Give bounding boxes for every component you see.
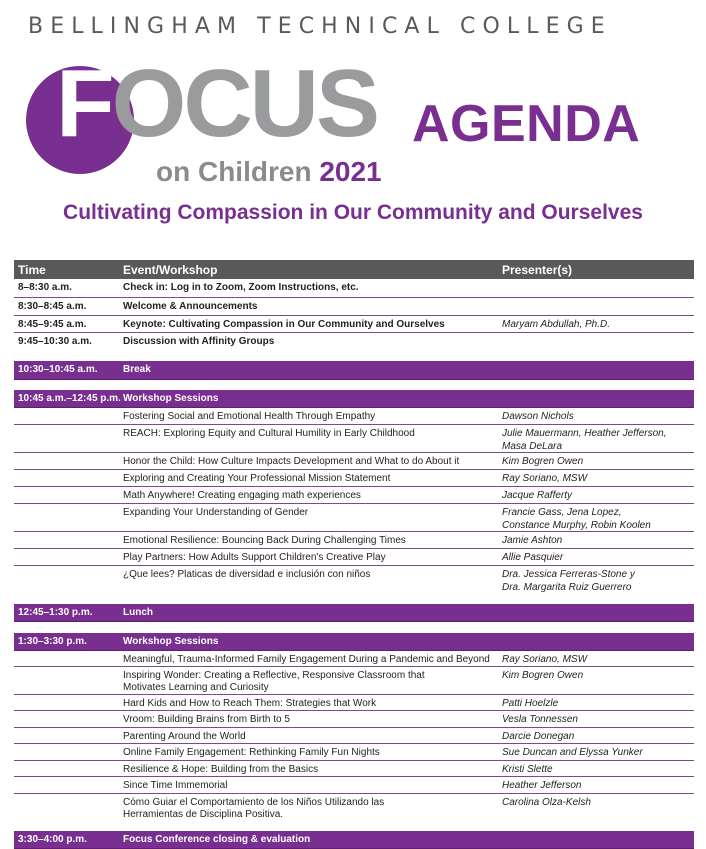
row-presenter: Dra. Jessica Ferreras-Stone y <box>502 569 635 580</box>
logo-subtitle <box>156 158 382 186</box>
row-event: Lunch <box>123 607 153 618</box>
closing-row <box>14 831 694 849</box>
row-event: Vroom: Building Brains from Birth to 5 <box>123 714 290 725</box>
row-presenter: Patti Hoelzle <box>502 698 559 709</box>
table-row <box>14 794 694 822</box>
logo-on-children: on Children <box>156 156 312 187</box>
table-row <box>14 453 694 470</box>
col-time: Time <box>18 263 46 277</box>
row-time: 8:45–9:45 a.m. <box>18 319 87 330</box>
agenda-title: AGENDA <box>412 95 641 153</box>
row-presenter-line2: Dra. Margarita Ruiz Guerrero <box>502 582 632 593</box>
row-presenter: Vesla Tonnessen <box>502 714 578 725</box>
row-presenter: Ray Soriano, MSW <box>502 654 588 665</box>
table-row <box>14 711 694 728</box>
row-event: REACH: Exploring Equity and Cultural Humility in Early Childhood <box>123 428 415 439</box>
table-row <box>14 298 694 316</box>
table-row <box>14 316 694 333</box>
row-presenter: Maryam Abdullah, Ph.D. <box>502 319 611 330</box>
row-event: Workshop Sessions <box>123 636 219 647</box>
row-time: 9:45–10:30 a.m. <box>18 336 92 347</box>
row-presenter: Dawson Nichols <box>502 411 574 422</box>
row-presenter: Carolina Olza-Kelsh <box>502 797 591 808</box>
row-event: Fostering Social and Emotional Health Through Empathy <box>123 411 376 422</box>
row-event: Welcome & Announcements <box>123 301 258 312</box>
table-row <box>14 333 694 349</box>
row-presenter: Heather Jefferson <box>502 780 582 791</box>
row-event: Honor the Child: How Culture Impacts Development and What to do About it <box>123 456 460 467</box>
logo-f: F <box>56 50 112 157</box>
session-band <box>14 633 694 651</box>
row-time: 3:30–4:00 p.m. <box>18 834 87 845</box>
lunch-row <box>14 604 694 622</box>
row-event: Check in: Log in to Zoom, Zoom Instructions, etc. <box>123 282 359 293</box>
row-presenter: Jacque Rafferty <box>502 490 573 501</box>
row-presenter: Kristi Slette <box>502 764 553 775</box>
row-event: Meaningful, Trauma-Informed Family Engagement During a Pandemic and Beyond <box>123 654 490 665</box>
row-time: 10:45 a.m.–12:45 p.m. <box>18 393 121 404</box>
row-event-line2: Herramientas de Disciplina Positiva. <box>123 809 284 820</box>
row-event: Discussion with Affinity Groups <box>123 336 275 347</box>
table-row <box>14 651 694 667</box>
row-presenter: Darcie Donegan <box>502 731 575 742</box>
table-row <box>14 566 694 594</box>
row-presenter-line2: Constance Murphy, Robin Koolen <box>502 520 651 531</box>
focus-logo <box>56 50 377 157</box>
table-row <box>14 549 694 566</box>
table-header <box>14 260 694 279</box>
row-event: Exploring and Creating Your Professional Mission Statement <box>123 473 391 484</box>
table-row <box>14 744 694 761</box>
row-presenter: Julie Mauermann, Heather Jefferson, <box>502 428 667 439</box>
row-event: Resilience & Hope: Building from the Basics <box>123 764 319 775</box>
row-event: Parenting Around the World <box>123 731 246 742</box>
row-event: ¿Que lees? Platicas de diversidad e inclusión con niños <box>123 569 371 580</box>
page-subtitle: Cultivating Compassion in Our Community and Ourselves <box>63 201 643 224</box>
row-time: 10:30–10:45 a.m. <box>18 364 98 375</box>
college-name: BELLINGHAM TECHNICAL COLLEGE <box>28 14 612 39</box>
row-event: Workshop Sessions <box>123 393 219 404</box>
row-presenter: Sue Duncan and Elyssa Yunker <box>502 747 643 758</box>
row-time: 8:30–8:45 a.m. <box>18 301 87 312</box>
break-row <box>14 361 694 380</box>
session-band <box>14 390 694 408</box>
row-presenter: Allie Pasquier <box>502 552 564 563</box>
row-event: Since Time Immemorial <box>123 780 228 791</box>
row-event: Expanding Your Understanding of Gender <box>123 507 309 518</box>
table-row <box>14 761 694 777</box>
row-time: 1:30–3:30 p.m. <box>18 636 87 647</box>
row-time: 12:45–1:30 p.m. <box>18 607 93 618</box>
col-presenter: Presenter(s) <box>502 263 573 277</box>
row-time: 8–8:30 a.m. <box>18 282 72 293</box>
row-presenter: Ray Soriano, MSW <box>502 473 588 484</box>
agenda-table <box>14 260 694 849</box>
row-event: Play Partners: How Adults Support Children's Creative Play <box>123 552 386 563</box>
row-event-line2: Motivates Learning and Curiosity <box>123 682 269 693</box>
table-row <box>14 279 694 298</box>
row-presenter: Kim Bogren Owen <box>502 456 584 467</box>
row-presenter-line2: Masa DeLara <box>502 441 563 452</box>
row-event: Inspiring Wonder: Creating a Reflective, Responsive Classroom that <box>123 670 425 681</box>
table-row <box>14 408 694 425</box>
table-row <box>14 487 694 504</box>
row-presenter: Jamie Ashton <box>502 535 563 546</box>
row-presenter: Kim Bogren Owen <box>502 670 584 681</box>
table-row <box>14 777 694 794</box>
row-event: Focus Conference closing & evaluation <box>123 834 311 845</box>
logo-year: 2021 <box>319 156 382 187</box>
row-presenter: Francie Gass, Jena Lopez, <box>502 507 622 518</box>
row-event: Break <box>123 364 151 375</box>
row-event: Cómo Guiar el Comportamiento de los Niños Utilizando las <box>123 797 385 808</box>
row-event: Math Anywhere! Creating engaging math experiences <box>123 490 361 501</box>
table-row <box>14 504 694 532</box>
row-event: Emotional Resilience: Bouncing Back During Challenging Times <box>123 535 406 546</box>
row-event: Keynote: Cultivating Compassion in Our Community and Ourselves <box>123 319 445 330</box>
logo-ocus: OCUS <box>111 50 377 157</box>
table-row <box>14 470 694 487</box>
table-row <box>14 695 694 711</box>
table-row <box>14 425 694 453</box>
table-row <box>14 532 694 549</box>
row-event: Hard Kids and How to Reach Them: Strategies that Work <box>123 698 377 709</box>
row-event: Online Family Engagement: Rethinking Family Fun Nights <box>123 747 380 758</box>
col-event: Event/Workshop <box>123 263 218 277</box>
table-row <box>14 728 694 744</box>
table-row <box>14 667 694 695</box>
